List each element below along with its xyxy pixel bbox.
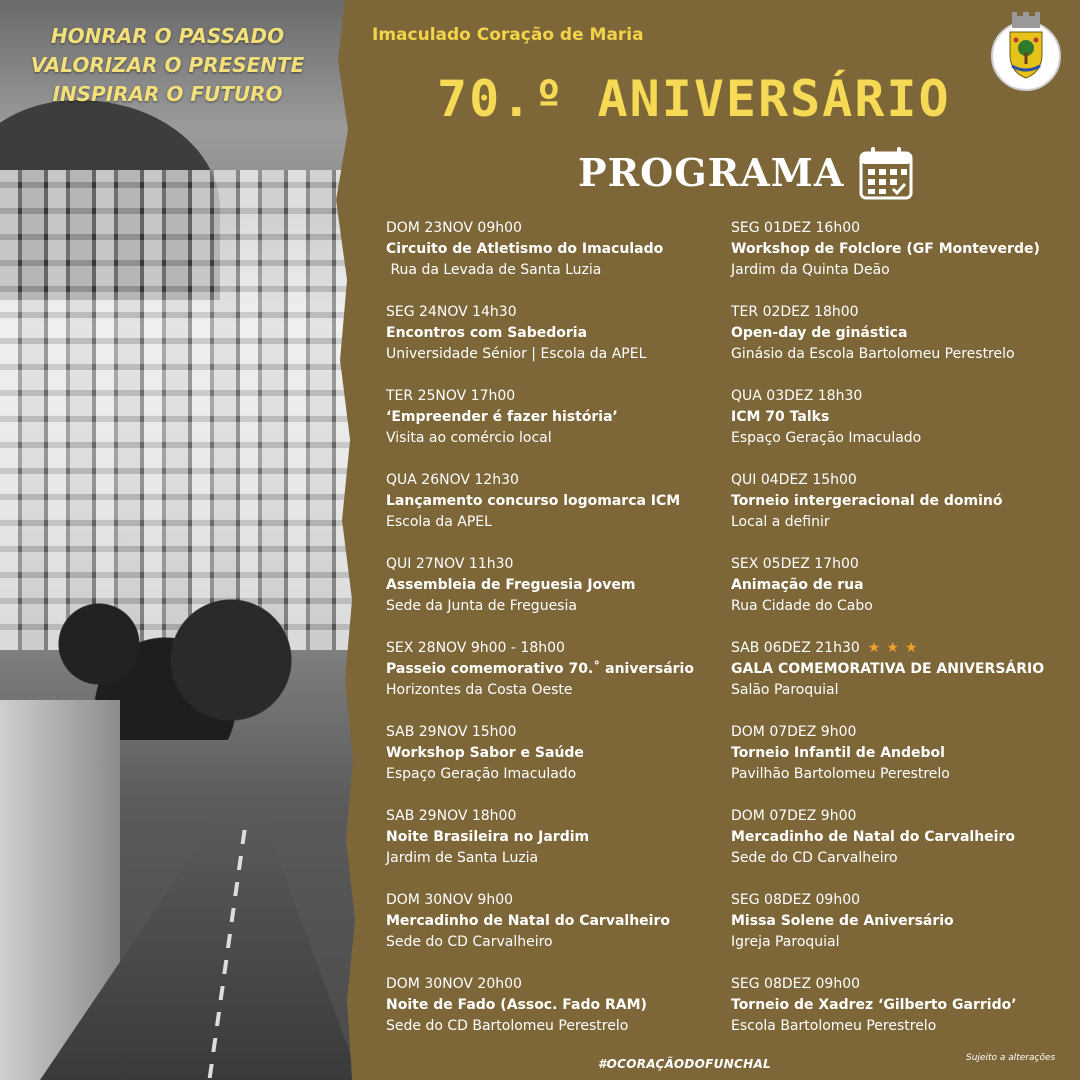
event-date: SEX 05DEZ 17h00 [731,556,859,572]
event-location: Sede do CD Carvalheiro [731,850,898,866]
event-location: Espaço Geração Imaculado [386,766,577,782]
event-item [731,218,1076,302]
event-location: Visita ao comércio local [386,430,552,446]
tagline-line-1: HONRAR O PASSADO [50,24,285,48]
event-date: SEG 08DEZ 09h00 [731,892,861,908]
event-title: Circuito de Atletismo do Imaculado [386,241,664,257]
event-date: DOM 30NOV 9h00 [386,892,514,908]
event-title: Missa Solene de Aniversário [731,913,954,929]
event-item [731,974,1076,1058]
houses-texture [0,170,360,650]
event-date: SAB 29NOV 18h00 [386,808,517,824]
program-column-right [731,218,1076,1058]
event-item [386,806,731,890]
stars-icon: ★★★ [867,640,924,656]
event-item [731,890,1076,974]
coat-of-arms-icon [986,12,1066,92]
event-title: Noite Brasileira no Jardim [386,829,590,845]
event-item [731,806,1076,890]
event-title: Mercadinho de Natal do Carvalheiro [386,913,670,929]
event-item [386,470,731,554]
event-title: Torneio Infantil de Andebol [731,745,945,761]
program-column-left [386,218,731,1058]
event-title: GALA COMEMORATIVA DE ANIVERSÁRIO [731,661,1045,677]
calendar-icon [857,144,915,202]
event-item [386,722,731,806]
event-item [386,638,731,722]
event-location: Escola Bartolomeu Perestrelo [731,1018,937,1034]
event-title: Lançamento concurso logomarca ICM [386,493,681,509]
event-title: Animação de rua [731,577,864,593]
event-title: Torneio intergeracional de dominó [731,493,1003,509]
event-item [386,386,731,470]
event-title: Noite de Fado (Assoc. Fado RAM) [386,997,647,1013]
event-item [386,554,731,638]
event-date: QUA 03DEZ 18h30 [731,388,863,404]
event-location: Sede da Junta de Freguesia [386,598,577,614]
event-item [386,218,731,302]
organization-name: Imaculado Coração de Maria [372,25,644,45]
event-title: Encontros com Sabedoria [386,325,588,341]
event-location: Ginásio da Escola Bartolomeu Perestrelo [731,346,1015,362]
event-title: ‘Empreender é fazer história’ [386,409,618,425]
tagline-line-2: VALORIZAR O PRESENTE [30,53,305,77]
tagline-line-3: INSPIRAR O FUTURO [52,82,283,106]
event-item [386,974,731,1058]
hashtag: #OCORAÇÃODOFUNCHAL [598,1057,771,1071]
program-title: PROGRAMA [578,150,845,195]
event-title: Torneio de Xadrez ‘Gilberto Garrido’ [731,997,1017,1013]
event-date: DOM 30NOV 20h00 [386,976,522,992]
anniversary-title: 70.º ANIVERSÁRIO [437,70,951,128]
event-title: Passeio comemorativo 70.˚ aniversário [386,661,694,677]
event-date: DOM 07DEZ 9h00 [731,724,857,740]
event-title: Mercadinho de Natal do Carvalheiro [731,829,1015,845]
event-date: QUI 27NOV 11h30 [386,556,514,572]
event-location: Jardim da Quinta Deão [731,262,890,278]
event-location: Jardim de Santa Luzia [386,850,539,866]
event-item [386,302,731,386]
event-item-gala [731,638,1076,722]
event-date [731,638,1076,659]
event-location: Igreja Paroquial [731,934,840,950]
event-location: Rua da Levada de Santa Luzia [386,262,602,278]
event-location: Pavilhão Bartolomeu Perestrelo [731,766,950,782]
event-location: Escola da APEL [386,514,492,530]
event-item [386,890,731,974]
event-date-text: SAB 06DEZ 21h30 [731,640,860,656]
event-location: Rua Cidade do Cabo [731,598,873,614]
event-date: SEG 08DEZ 09h00 [731,976,861,992]
event-location: Universidade Sénior | Escola da APEL [386,346,647,362]
event-location: Sede do CD Carvalheiro [386,934,553,950]
event-location: Espaço Geração Imaculado [731,430,922,446]
street-photo [0,0,370,1080]
event-date: TER 02DEZ 18h00 [731,304,859,320]
event-location: Local a definir [731,514,830,530]
event-item [731,386,1076,470]
event-location: Horizontes da Costa Oeste [386,682,573,698]
event-title: Workshop Sabor e Saúde [386,745,584,761]
event-location: Salão Paroquial [731,682,839,698]
event-item [731,722,1076,806]
event-date: SAB 29NOV 15h00 [386,724,517,740]
event-date: SEX 28NOV 9h00 - 18h00 [386,640,565,656]
disclaimer: Sujeito a alterações [966,1053,1056,1063]
event-date: DOM 23NOV 09h00 [386,220,522,236]
event-date: SEG 24NOV 14h30 [386,304,517,320]
event-location: Sede do CD Bartolomeu Perestrelo [386,1018,629,1034]
event-date: SEG 01DEZ 16h00 [731,220,861,236]
event-title: ICM 70 Talks [731,409,830,425]
tagline [0,22,335,109]
event-item [731,554,1076,638]
event-date: DOM 07DEZ 9h00 [731,808,857,824]
event-date: QUA 26NOV 12h30 [386,472,519,488]
event-item [731,470,1076,554]
event-title: Workshop de Folclore (GF Monteverde) [731,241,1040,257]
event-date: QUI 04DEZ 15h00 [731,472,857,488]
event-item [731,302,1076,386]
event-title: Open-day de ginástica [731,325,908,341]
event-title: Assembleia de Freguesia Jovem [386,577,636,593]
event-date: TER 25NOV 17h00 [386,388,516,404]
